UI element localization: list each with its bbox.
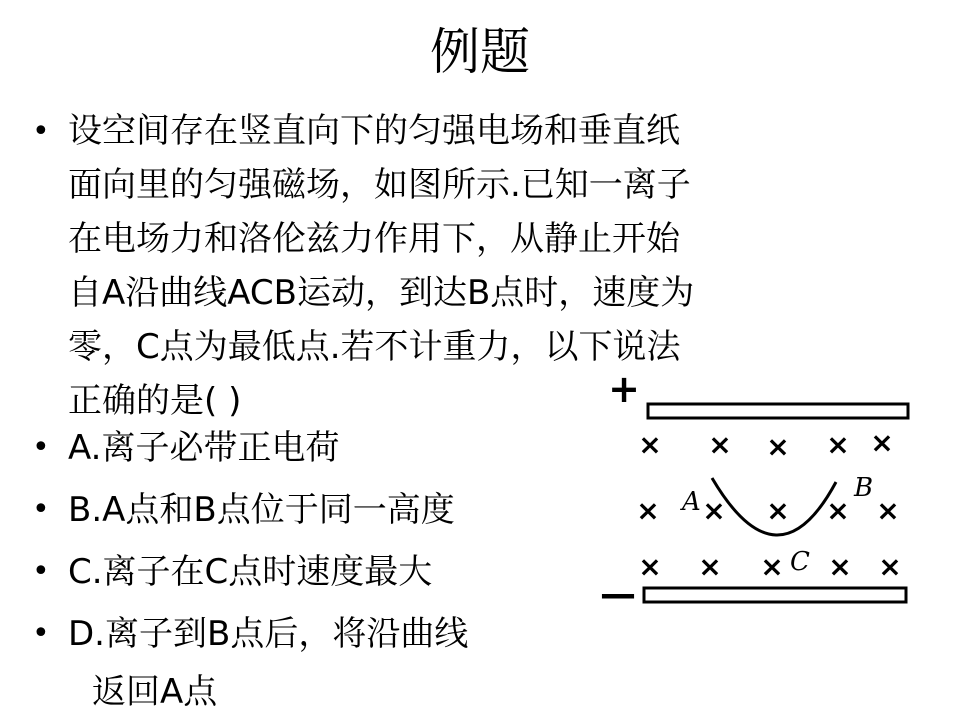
positive-plate xyxy=(648,404,908,418)
option-c: C.离子在C点时速度最大 xyxy=(68,552,433,592)
option-a: A.离子必带正电荷 xyxy=(68,428,340,468)
field-x-mark: × xyxy=(878,550,902,583)
positive-sign: + xyxy=(608,370,640,411)
field-x-mark: × xyxy=(698,550,722,583)
field-x-mark: × xyxy=(828,550,852,583)
field-x-mark: × xyxy=(638,550,662,583)
field-x-mark: × xyxy=(702,494,726,527)
bullet-marker: • xyxy=(32,492,50,527)
bullet-marker: • xyxy=(32,430,50,465)
point-b-label: B xyxy=(854,473,874,503)
field-x-mark: × xyxy=(760,550,784,583)
point-c-label: C xyxy=(790,547,810,577)
option-d: D.离子到B点后，将沿曲线 xyxy=(68,614,469,654)
field-x-mark: × xyxy=(826,494,850,527)
field-x-mark: × xyxy=(638,428,662,461)
option-b: B.A点和B点位于同一高度 xyxy=(68,490,455,530)
field-x-mark: × xyxy=(766,430,790,463)
point-a-label: A xyxy=(682,487,701,517)
field-diagram xyxy=(590,370,920,620)
field-x-mark: × xyxy=(636,494,660,527)
field-x-mark: × xyxy=(766,494,790,527)
bullet-marker: • xyxy=(32,554,50,589)
field-x-mark: × xyxy=(870,426,894,459)
question-text: 设空间存在竖直向下的匀强电场和垂直纸 面向里的匀强磁场，如图所示.已知一离子 在电场力和洛伦兹力作用下，从静止开始 自A沿曲线ACB运动，到达B点时，速度为 零，C点为最低点.若不计重力，以下说法 正确的是( ) xyxy=(68,111,695,421)
option-d-continuation: 返回A点 xyxy=(92,672,218,712)
field-x-mark: × xyxy=(876,494,900,527)
slide-title: 例题 xyxy=(430,23,530,81)
bullet-marker: • xyxy=(32,616,50,651)
field-x-mark: × xyxy=(708,428,732,461)
bullet-marker: • xyxy=(32,114,50,149)
negative-plate xyxy=(644,588,906,602)
field-x-mark: × xyxy=(826,428,850,461)
negative-sign: — xyxy=(600,574,636,615)
